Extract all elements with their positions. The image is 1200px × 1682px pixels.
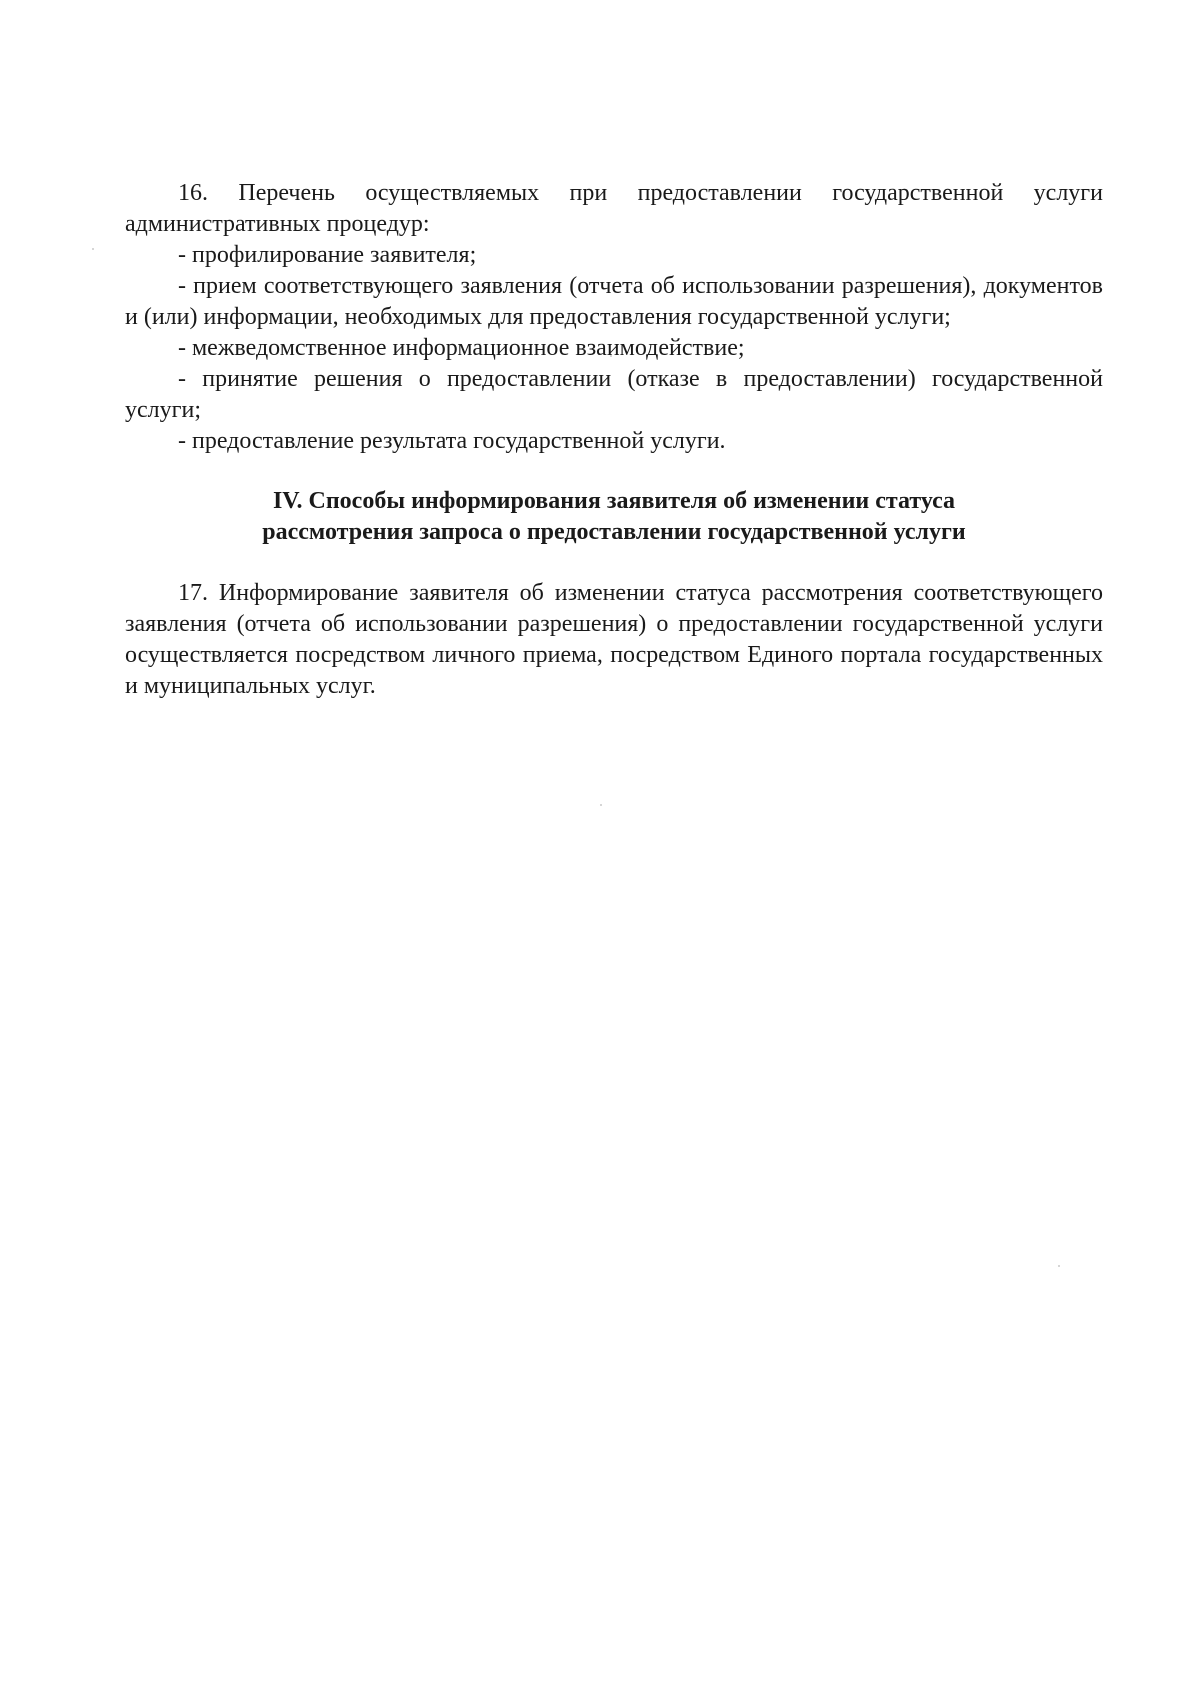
scan-speck	[600, 804, 602, 806]
paragraph-16-intro: 16. Перечень осуществляемых при предоставлении государственной услуги административных процедур:	[125, 180, 1103, 237]
list-item-result: - предоставление результата государственной услуги.	[178, 428, 726, 454]
scan-speck	[92, 248, 94, 250]
list-item-reception: - прием соответствующего заявления (отчета об использовании разрешения), документов и (или) информации, необходимых для предоставления государственной услуги;	[125, 273, 1103, 330]
list-item-interaction: - межведомственное информационное взаимодействие;	[178, 335, 745, 361]
scan-speck	[1058, 1265, 1060, 1267]
list-item-decision: - принятие решения о предоставлении (отказе в предоставлении) государственной услуги;	[125, 366, 1103, 423]
list-item-profiling: - профилирование заявителя;	[178, 242, 477, 268]
section-heading	[125, 486, 1103, 548]
paragraph-17: 17. Информирование заявителя об изменении статуса рассмотрения соответствующего заявления (отчета об использовании разрешения) о предоставлении государственной услуги осуществляется посредством личного приема, посредством Единого портала государственных и муниципальных услуг.	[125, 580, 1103, 699]
section-heading-line1: IV. Способы информирования заявителя об изменении статуса	[272, 488, 956, 514]
document-body	[125, 178, 1103, 702]
section-heading-line2: рассмотрения запроса о предоставлении государственной услуги	[262, 519, 966, 545]
